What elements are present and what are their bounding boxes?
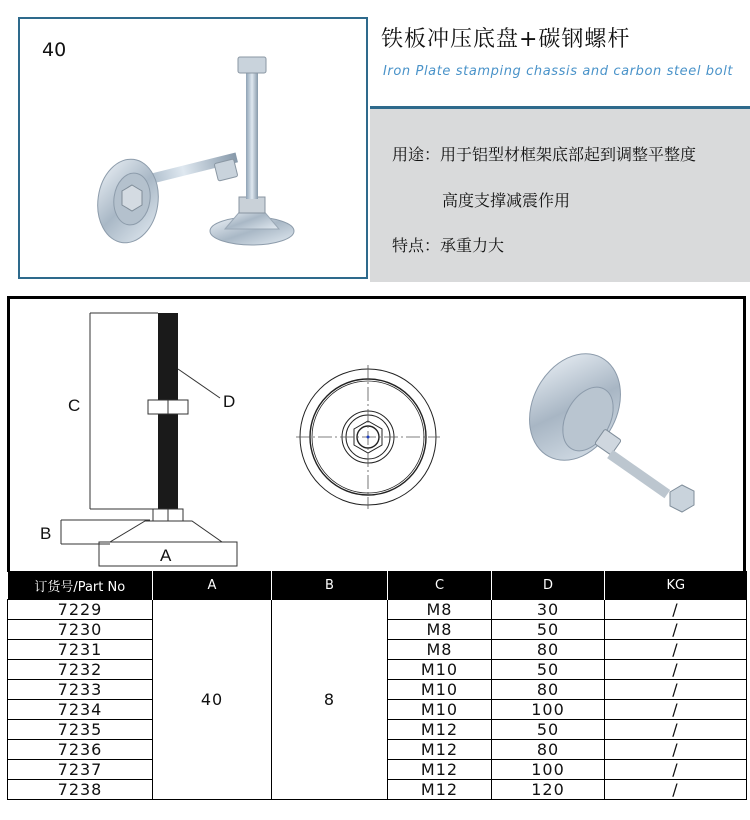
product-photo [20, 19, 366, 277]
d-value-cell: 50 [492, 620, 605, 640]
header-part-no: 订货号/Part No [8, 571, 153, 600]
c-value-cell: M12 [388, 720, 492, 740]
info-panel [370, 106, 750, 282]
kg-value-cell: / [605, 620, 747, 640]
d-value-cell: 80 [492, 640, 605, 660]
spec-table [7, 571, 747, 800]
d-value-cell: 30 [492, 600, 605, 620]
c-value-cell: M10 [388, 680, 492, 700]
c-value-cell: M8 [388, 640, 492, 660]
header-c: C [388, 571, 492, 600]
c-value-cell: M8 [388, 600, 492, 620]
c-value-cell: M12 [388, 740, 492, 760]
top-view-drawing [288, 357, 448, 517]
product-photo-angled [510, 349, 710, 519]
kg-value-cell: / [605, 720, 747, 740]
d-value-cell: 120 [492, 780, 605, 800]
technical-diagram-box [7, 296, 746, 572]
kg-value-cell: / [605, 680, 747, 700]
dimension-label-b: B [40, 524, 52, 543]
table-row [8, 600, 747, 620]
d-value-cell: 80 [492, 740, 605, 760]
kg-value-cell: / [605, 700, 747, 720]
header-a: A [153, 571, 272, 600]
b-value-cell: 8 [272, 600, 388, 800]
feature-text: 特点：承重力大 [392, 236, 505, 255]
dimension-label-a: A [160, 546, 172, 565]
part-no-cell: 7231 [8, 640, 153, 660]
usage-text-line-2: 高度支撑减震作用 [442, 191, 571, 210]
kg-value-cell: / [605, 760, 747, 780]
header-b: B [272, 571, 388, 600]
kg-value-cell: / [605, 780, 747, 800]
header-kg: KG [605, 571, 747, 600]
part-no-cell: 7237 [8, 760, 153, 780]
c-value-cell: M10 [388, 700, 492, 720]
photo-size-label: 40 [42, 39, 67, 61]
product-title-zh: 铁板冲压底盘+碳钢螺杆 [381, 27, 631, 52]
a-value-cell: 40 [153, 600, 272, 800]
c-value-cell: M8 [388, 620, 492, 640]
product-title-en: Iron Plate stamping chassis and carbon steel bolt [383, 64, 734, 79]
d-value-cell: 50 [492, 720, 605, 740]
part-no-cell: 7232 [8, 660, 153, 680]
part-no-cell: 7233 [8, 680, 153, 700]
c-value-cell: M12 [388, 760, 492, 780]
kg-value-cell: / [605, 660, 747, 680]
header-d: D [492, 571, 605, 600]
d-value-cell: 80 [492, 680, 605, 700]
d-value-cell: 100 [492, 760, 605, 780]
part-no-cell: 7230 [8, 620, 153, 640]
usage-text-line-1: 用途：用于铝型材框架底部起到调整平整度 [392, 145, 697, 164]
dimension-label-d: D [223, 392, 236, 411]
part-no-cell: 7229 [8, 600, 153, 620]
dimension-label-c: C [68, 396, 81, 415]
c-value-cell: M10 [388, 660, 492, 680]
kg-value-cell: / [605, 600, 747, 620]
table-header-row [8, 571, 747, 600]
c-value-cell: M12 [388, 780, 492, 800]
d-value-cell: 50 [492, 660, 605, 680]
kg-value-cell: / [605, 640, 747, 660]
part-no-cell: 7238 [8, 780, 153, 800]
product-photo-frame [18, 17, 368, 279]
part-no-cell: 7236 [8, 740, 153, 760]
part-no-cell: 7235 [8, 720, 153, 740]
d-value-cell: 100 [492, 700, 605, 720]
side-view-drawing [10, 299, 260, 569]
kg-value-cell: / [605, 740, 747, 760]
part-no-cell: 7234 [8, 700, 153, 720]
